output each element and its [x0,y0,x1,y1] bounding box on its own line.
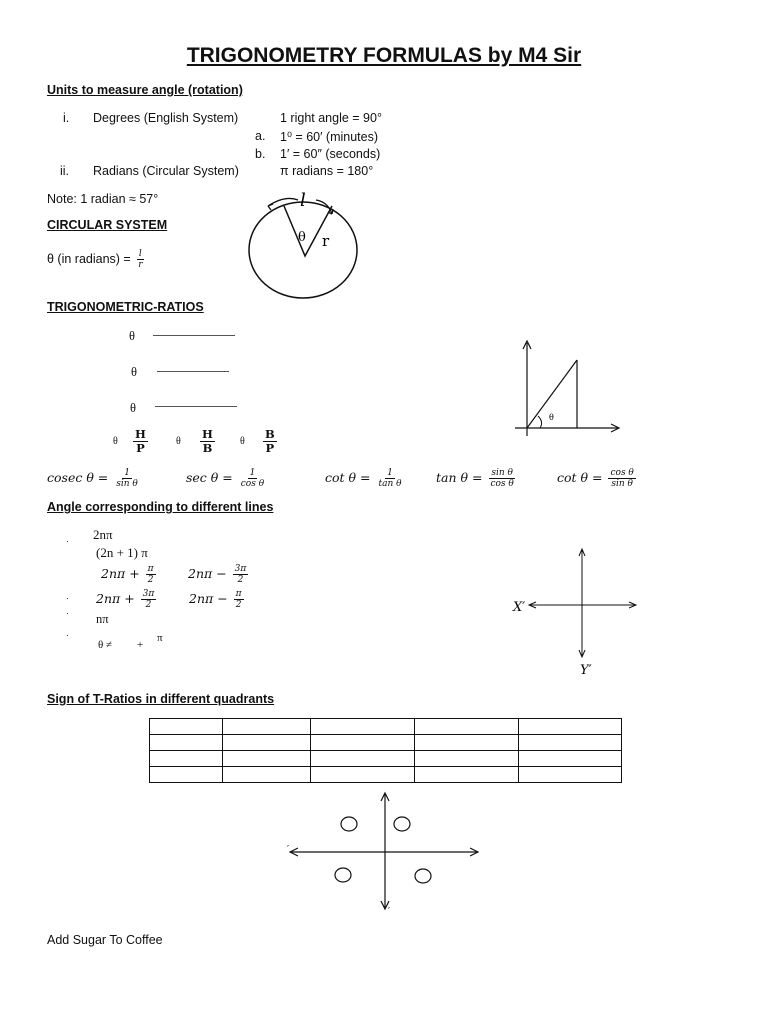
ratios-heading: TRIGONOMETRIC-RATIOS [47,300,204,314]
mnemonic-text: Add Sugar To Coffee [47,933,163,947]
table-cell [223,751,311,767]
table-cell [150,719,223,735]
ratio-h-over-b: $\frac{H}{B}$ [202,427,213,455]
pi-radians-value: π radians = 180° [280,164,374,178]
table-cell [150,735,223,751]
line-2npi-minus-pi-over-2: 2nπ − $\frac{\pi}{2}$ [189,589,242,610]
radians-label: Radians (Circular System) [93,164,239,178]
xy-axes-sketch [510,546,645,682]
table-cell [311,719,415,735]
table-cell [519,767,622,783]
quadrant-1-circle [394,817,410,831]
identity-cot-tan: cot θ = $\frac{1}{\text{tan θ}}$ [325,468,402,489]
table-cell [311,767,415,783]
line-2npi: 2nπ [93,527,113,542]
table-cell [223,767,311,783]
theta-not-equal: θ ≠ [98,639,113,651]
triangle-angle-label: θ [549,413,554,422]
table-row [150,735,622,751]
bullet-1: · [66,536,69,546]
table-cell [519,751,622,767]
radian-note: Note: 1 radian ≈ 57° [47,192,159,206]
units-heading: Units to measure angle (rotation) [47,83,243,97]
bullet-4: · [66,630,69,640]
theta-row-1: θ [129,329,135,343]
bullet-2: · [66,593,69,603]
table-cell [519,719,622,735]
pi-symbol: π [157,632,163,644]
sector-angle-label: θ [298,230,306,245]
degrees-label: Degrees (English System) [93,111,239,125]
table-cell [223,735,311,751]
table-cell [415,719,519,735]
table-row [150,767,622,783]
arc-length-label: l [300,190,306,211]
blank-line-3 [155,406,237,407]
identity-cosec: cosec θ = $\frac{1}{\text{sin θ}}$ [47,468,138,489]
sub-a-number: a. [255,129,266,143]
ratio-b-over-p: $\frac{B}{P}$ [265,427,275,455]
l-over-r-fraction [136,249,144,270]
line-2n-plus-1-pi: (2n + 1) π [96,545,148,560]
table-row [150,751,622,767]
table-cell [415,751,519,767]
item2-number: ii. [60,164,70,178]
quadrant-axes-sketch [285,790,485,918]
circular-heading: CIRCULAR SYSTEM [47,218,168,232]
identity-tan: tan θ = $\frac{\text{sin θ}}{\text{cos θ}}$ [436,468,514,489]
right-angle-value: 1 right angle = 90° [280,111,382,125]
signs-heading: Sign of T-Ratios in different quadrants [47,692,275,706]
radian-formula-lhs: θ (in radians) = [47,251,131,266]
line-npi: nπ [96,612,109,626]
page-title: TRIGONOMETRY FORMULAS by M4 Sir [186,44,582,67]
quadrant-3-circle [335,868,351,882]
theta-small-3: θ [240,436,245,447]
radian-formula [47,249,145,270]
quadrant-2-circle [341,817,357,831]
identity-cot-cos-sin: cot θ = $\frac{\text{cos θ}}{\text{sin θ}}$ [557,468,634,489]
lines-heading: Angle corresponding to different lines [47,500,274,514]
line-2npi-plus-3pi-over-2: 2nπ + $\frac{3\pi}{2}$ [96,589,155,610]
theta-small-1: θ [113,436,118,447]
table-cell [311,751,415,767]
minute-seconds: 1′ = 60″ (seconds) [280,147,381,161]
item1-number: i. [63,111,70,125]
table-cell [223,719,311,735]
degree-minutes: 1⁰ = 60′ (minutes) [280,130,379,144]
circle-sector-sketch [240,188,370,308]
table-cell [150,767,223,783]
right-triangle-sketch [510,338,630,438]
table-cell [415,735,519,751]
blank-line-1 [153,335,235,336]
table-row [150,719,622,735]
x-axis-tick: ′ [287,845,290,855]
line-2npi-plus-pi-over-2: 2nπ + $\frac{\pi}{2}$ [101,564,154,585]
bullet-3: · [66,608,69,618]
y-axis-tick: ′ [388,907,391,917]
table-cell [150,751,223,767]
table-cell [519,735,622,751]
plus-sign: + [137,639,144,651]
fraction-denominator: r [138,260,143,270]
theta-row-3: θ [130,401,136,415]
line-2npi-minus-3pi-over-2: 2nπ − $\frac{3\pi}{2}$ [188,564,247,585]
blank-line-2 [157,371,229,372]
signs-table [149,718,622,783]
sub-b-number: b. [255,147,266,161]
y-prime-label: Y′ [580,663,592,678]
x-prime-label: X′ [513,600,526,615]
quadrant-4-circle [415,869,431,883]
theta-small-2: θ [176,436,181,447]
table-cell [415,767,519,783]
table-cell [311,735,415,751]
theta-row-2: θ [131,365,137,379]
identity-sec: sec θ = $\frac{1}{\text{cos θ}}$ [186,468,265,489]
fraction-numerator: l [138,249,142,259]
ratio-h-over-p: $\frac{H}{P}$ [135,427,146,455]
radius-label: r [322,232,330,250]
